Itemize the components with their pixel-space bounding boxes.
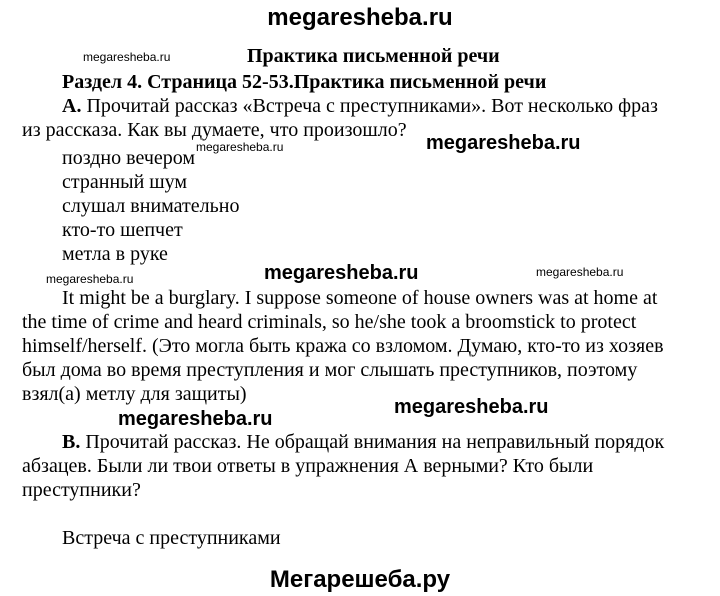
story-title: Встреча с преступниками [62,527,281,549]
answer-line-3: himself/herself. (Это могла быть кража со взломом. Думаю, кто-то из хозяев [22,335,664,357]
watermark-big: megaresheba.ru [394,396,549,418]
task-a-label: А. [62,95,82,117]
list-item: метла в руке [62,243,168,265]
list-item: странный шум [62,171,188,193]
answer-line-4: был дома во время преступления и мог слышать преступников, поэтому [22,359,638,381]
task-a-text-2: из рассказа. Как вы думаете, что произошло? [22,119,407,141]
watermark-big: megaresheba.ru [118,408,273,430]
list-item: кто-то шепчет [62,219,183,241]
task-b-paragraph [22,430,702,502]
answer-line-5: взял(а) метлу для защиты) [22,383,247,405]
watermark-small: megaresheba.ru [83,50,171,64]
task-b-line-1 [22,430,702,454]
answer-line-2: the time of crime and heard criminals, so he/she took a broomstick to protect [22,311,637,333]
site-header-watermark: megaresheba.ru [267,4,453,31]
phrase-list [62,146,362,266]
list-item: слушал внимательно [62,195,240,217]
watermark-small: megaresheba.ru [46,272,134,286]
task-b-text-3: преступники? [22,479,141,501]
task-a-line-1 [22,94,702,118]
watermark-small: megaresheba.ru [536,265,624,279]
page-title: Практика письменной речи [247,45,500,67]
list-item: поздно вечером [62,147,196,169]
task-b-text-1: Прочитай рассказ. Не обращай внимания на неправильный порядок [80,431,665,453]
answer-line-1: It might be a burglary. I suppose someone of house owners was at home at [62,287,658,309]
watermark-small: megaresheba.ru [196,140,284,154]
task-b-label: В. [62,431,81,453]
task-a-text-1: Прочитай рассказ «Встреча с преступниками». Вот несколько фраз [81,95,658,117]
section-heading: Раздел 4. Страница 52-53.Практика письменной речи [62,71,547,93]
footer-site-name: Мегарешеба.ру [269,566,451,593]
answer-paragraph [22,286,702,406]
watermark-big: megaresheba.ru [426,132,581,154]
task-a-paragraph [22,94,702,142]
watermark-big: megaresheba.ru [264,262,419,284]
task-b-text-2: абзацев. Были ли твои ответы в упражнения А верными? Кто были [22,455,594,477]
